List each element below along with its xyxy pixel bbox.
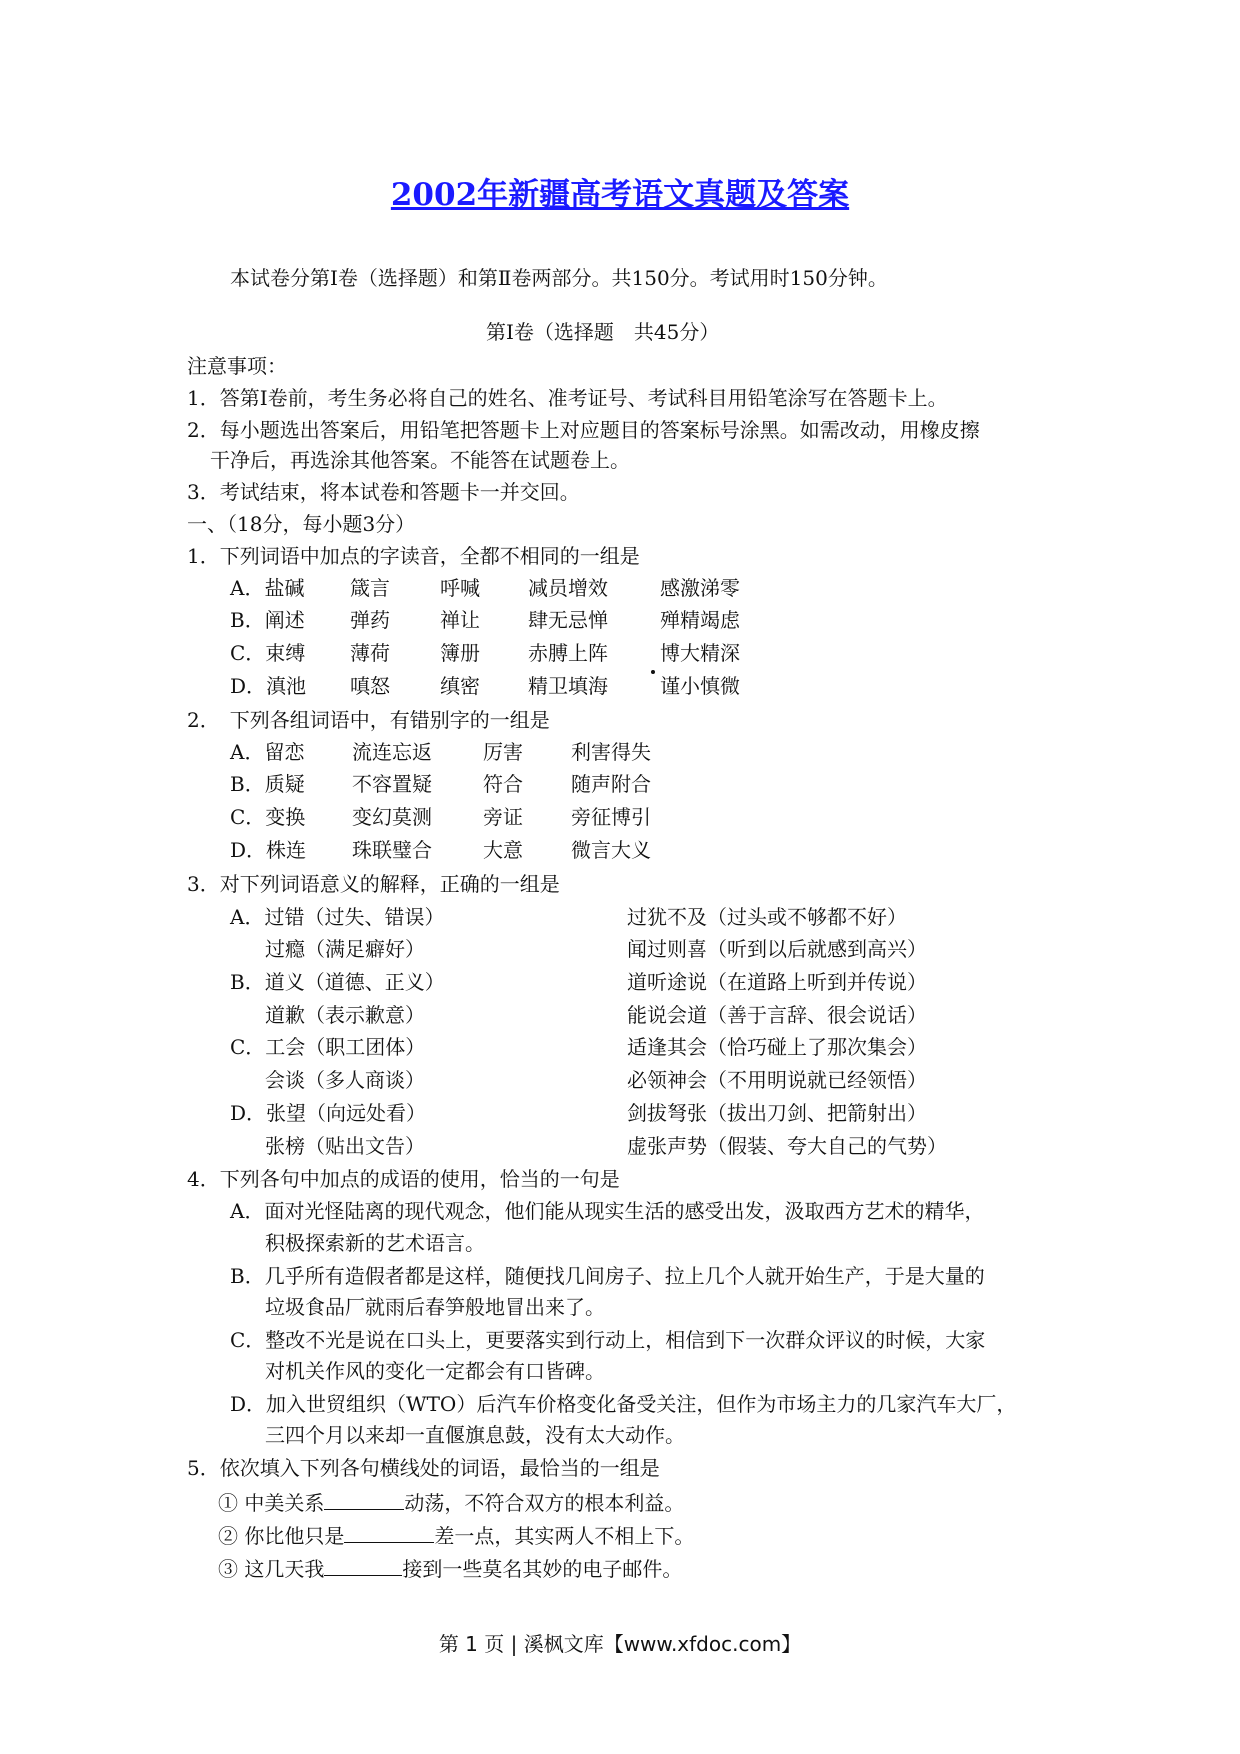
- option-cell: 必领神会（不用明说就已经领悟）: [627, 1068, 927, 1092]
- option-cell: D．株连: [230, 838, 307, 862]
- option-cell: B．质疑: [230, 772, 305, 796]
- sentence-text: ② 你比他只是: [218, 1524, 345, 1548]
- option-cell: 簿册: [440, 641, 480, 665]
- option-cell: C．束缚: [230, 641, 306, 665]
- option-cell: 适逢其会（恰巧碰上了那次集会）: [627, 1035, 927, 1059]
- option-cell: B．道义（道德、正义）: [230, 970, 445, 994]
- fill-sentence-2: [218, 1522, 694, 1548]
- option-cell: 大意: [483, 838, 523, 862]
- option-cell: 不容置疑: [352, 772, 432, 796]
- option-cell: 厉害: [483, 740, 523, 764]
- emphasis-dot: [651, 670, 655, 674]
- option-cell: 随声附合: [571, 772, 651, 796]
- option-cell: 博大精深: [660, 641, 740, 665]
- question-4-option-a-cont: 积极探索新的艺术语言。: [265, 1231, 485, 1255]
- question-4-option-d: D．加入世贸组织（WTO）后汽车价格变化备受关注，但作为市场主力的几家汽车大厂，: [230, 1392, 1017, 1416]
- option-cell: 过瘾（满足癖好）: [265, 937, 425, 961]
- option-cell: 道歉（表示歉意）: [265, 1003, 425, 1027]
- fill-sentence-3: [218, 1555, 682, 1581]
- option-cell: A．盐碱: [230, 576, 305, 600]
- answer-blank[interactable]: [344, 1522, 434, 1543]
- option-cell: 箴言: [350, 576, 390, 600]
- option-cell: 过犹不及（过头或不够都不好）: [627, 905, 907, 929]
- option-cell: 旁证: [483, 805, 523, 829]
- intro-paragraph: 本试卷分第Ⅰ卷（选择题）和第Ⅱ卷两部分。共150分。考试用时150分钟。: [230, 266, 888, 290]
- option-cell: C．变换: [230, 805, 306, 829]
- note-3: 3．考试结束，将本试卷和答题卡一并交回。: [187, 480, 580, 504]
- option-cell: 张榜（贴出文告）: [265, 1134, 425, 1158]
- note-2: 2．每小题选出答案后，用铅笔把答题卡上对应题目的答案标号涂黑。如需改动，用橡皮擦: [187, 418, 980, 442]
- answer-blank[interactable]: [324, 1489, 404, 1510]
- option-cell: 呼喊: [440, 576, 480, 600]
- option-cell: 弹药: [350, 608, 390, 632]
- sentence-text: 差一点，其实两人不相上下。: [434, 1524, 695, 1548]
- note-1: 1．答第Ⅰ卷前，考生务必将自己的姓名、准考证号、考试科目用铅笔涂写在答题卡上。: [187, 386, 948, 410]
- answer-blank[interactable]: [324, 1555, 402, 1576]
- option-cell: 旁征博引: [571, 805, 651, 829]
- option-cell: A．留恋: [230, 740, 305, 764]
- document-title[interactable]: 2002年新疆高考语文真题及答案: [390, 177, 850, 213]
- question-1-stem: 1．下列词语中加点的字读音，全都不相同的一组是: [187, 544, 640, 568]
- question-4-option-b-cont: 垃圾食品厂就雨后春笋般地冒出来了。: [265, 1295, 605, 1319]
- sentence-text: ① 中美关系: [218, 1491, 325, 1515]
- question-2-stem: 2． 下列各组词语中，有错别字的一组是: [187, 708, 550, 732]
- option-cell: 减员增效: [528, 576, 608, 600]
- option-cell: 闻过则喜（听到以后就感到高兴）: [627, 937, 927, 961]
- option-cell: 感激涕零: [660, 576, 740, 600]
- option-cell: 谨小慎微: [660, 674, 740, 698]
- sentence-text: 接到一些莫名其妙的电子邮件。: [402, 1557, 683, 1581]
- option-cell: 变幻莫测: [352, 805, 432, 829]
- option-cell: 嗔怒: [350, 674, 390, 698]
- option-cell: 微言大义: [571, 838, 651, 862]
- question-3-stem: 3．对下列词语意义的解释，正确的一组是: [187, 872, 560, 896]
- option-cell: 殚精竭虑: [660, 608, 740, 632]
- fill-sentence-1: [218, 1489, 684, 1515]
- option-cell: 薄荷: [350, 641, 390, 665]
- option-cell: B．阐述: [230, 608, 305, 632]
- option-cell: C．工会（职工团体）: [230, 1035, 426, 1059]
- option-cell: 禅让: [440, 608, 480, 632]
- section-heading: 一、（18分，每小题3分）: [187, 512, 416, 536]
- note-2-cont: 干净后，再选涂其他答案。不能答在试题卷上。: [210, 448, 630, 472]
- option-cell: 符合: [483, 772, 523, 796]
- option-cell: 会谈（多人商谈）: [265, 1068, 425, 1092]
- option-cell: D．张望（向远处看）: [230, 1101, 427, 1125]
- option-cell: A．过错（过失、错误）: [230, 905, 445, 929]
- question-4-option-a: A．面对光怪陆离的现代观念，他们能从现实生活的感受出发，汲取西方艺术的精华，: [230, 1199, 985, 1223]
- option-cell: D．滇池: [230, 674, 307, 698]
- option-cell: 能说会道（善于言辞、很会说话）: [627, 1003, 927, 1027]
- notes-heading: 注意事项：: [187, 354, 287, 378]
- question-4-stem: 4．下列各句中加点的成语的使用，恰当的一句是: [187, 1167, 620, 1191]
- question-4-option-c-cont: 对机关作风的变化一定都会有口皆碑。: [265, 1359, 605, 1383]
- question-4-option-d-cont: 三四个月以来却一直偃旗息鼓，没有太大动作。: [265, 1423, 685, 1447]
- option-cell: 利害得失: [571, 740, 651, 764]
- sentence-text: 动荡，不符合双方的根本利益。: [404, 1491, 685, 1515]
- option-cell: 虚张声势（假装、夸大自己的气势）: [627, 1134, 947, 1158]
- question-4-option-b: B．几乎所有造假者都是这样，随便找几间房子、拉上几个人就开始生产，于是大量的: [230, 1264, 985, 1288]
- option-cell: 肆无忌惮: [528, 608, 608, 632]
- option-cell: 精卫填海: [528, 674, 608, 698]
- option-cell: 珠联璧合: [352, 838, 432, 862]
- question-4-option-c: C．整改不光是说在口头上，更要落实到行动上，相信到下一次群众评议的时候，大家: [230, 1328, 986, 1352]
- question-5-stem: 5．依次填入下列各句横线处的词语，最恰当的一组是: [187, 1456, 660, 1480]
- option-cell: 剑拔弩张（拔出刀剑、把箭射出）: [627, 1101, 927, 1125]
- part-heading: 第Ⅰ卷（选择题 共45分）: [486, 320, 720, 344]
- option-cell: 流连忘返: [352, 740, 432, 764]
- option-cell: 道听途说（在道路上听到并传说）: [627, 970, 927, 994]
- sentence-text: ③ 这几天我: [218, 1557, 325, 1581]
- option-cell: 赤膊上阵: [528, 641, 608, 665]
- page-footer: 第 1 页 | 溪枫文库【www.xfdoc.com】: [438, 1632, 802, 1656]
- option-cell: 缜密: [440, 674, 480, 698]
